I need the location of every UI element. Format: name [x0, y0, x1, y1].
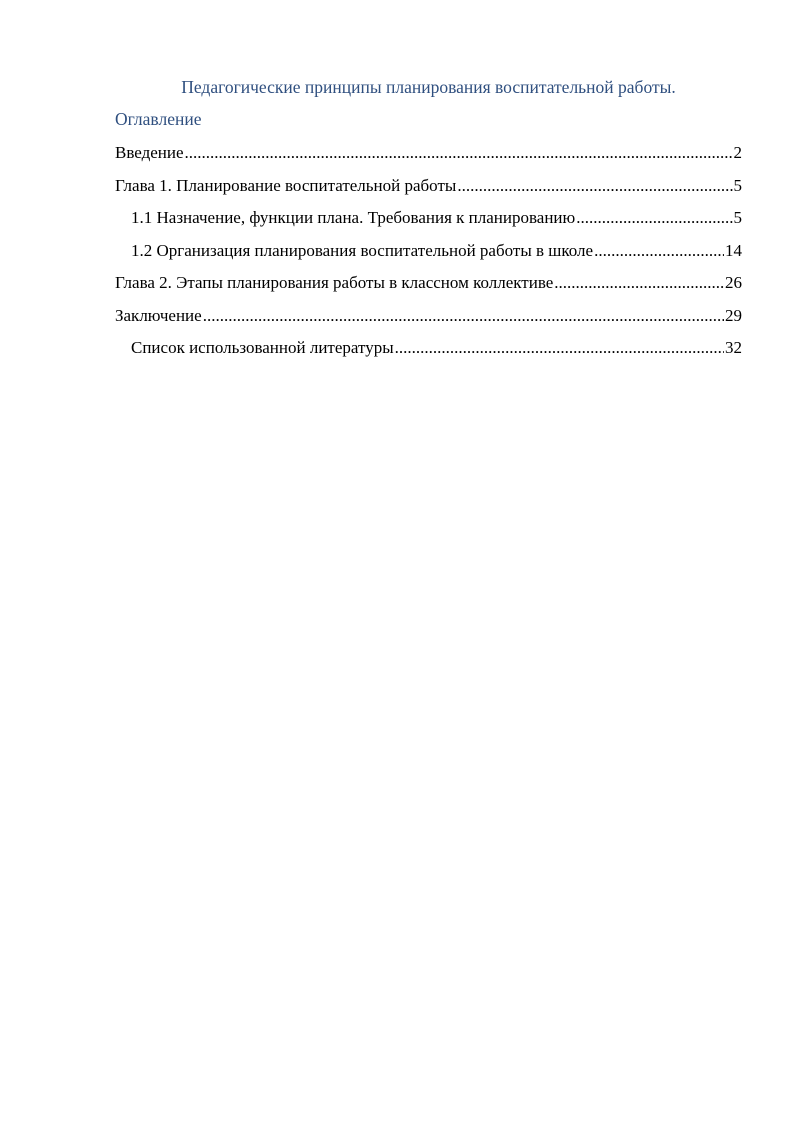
toc-entry-section-1-1[interactable] — [115, 207, 742, 240]
toc-page-number: 5 — [733, 208, 742, 227]
toc-entry-text: Глава 1. Планирование воспитательной работы — [115, 175, 457, 195]
toc-entry-text: Глава 2. Этапы планирования работы в классном коллективе — [115, 273, 554, 292]
toc-heading: Оглавление — [115, 109, 202, 129]
toc-entry-text: 1.2 Организация планирования воспитательной работы в школе — [131, 240, 594, 260]
toc-dot-leader — [554, 272, 724, 294]
toc-dot-leader — [185, 142, 733, 164]
toc-entry-text: 1.1 Назначение, функции плана. Требования к планированию — [131, 208, 576, 227]
toc-page-number: 26 — [725, 273, 742, 292]
toc-entry-conclusion[interactable] — [115, 305, 742, 338]
toc-page-number: 32 — [725, 338, 742, 357]
toc-dot-leader — [457, 175, 732, 197]
toc-entry-text: Заключение — [115, 305, 202, 325]
toc-entry-chapter-2[interactable] — [115, 272, 742, 305]
toc-entry-section-1-2[interactable] — [115, 240, 742, 273]
document-title: Педагогические принципы планирования воспитательной работы. — [181, 77, 676, 97]
toc-entry-introduction[interactable] — [115, 142, 742, 175]
toc-dot-leader — [576, 207, 732, 229]
toc-entry-text: Введение — [115, 143, 184, 162]
toc-entry-text: Список использованной литературы — [131, 338, 394, 357]
toc-dot-leader — [395, 337, 724, 359]
table-of-contents — [115, 142, 742, 370]
toc-dot-leader — [594, 240, 724, 262]
toc-entry-references[interactable] — [115, 337, 742, 370]
toc-dot-leader — [203, 305, 724, 327]
toc-page-number: 14 — [725, 240, 742, 260]
toc-page-number: 2 — [733, 143, 742, 162]
toc-page-number: 5 — [733, 175, 742, 195]
toc-page-number: 29 — [725, 305, 742, 325]
toc-entry-chapter-1[interactable] — [115, 175, 742, 208]
